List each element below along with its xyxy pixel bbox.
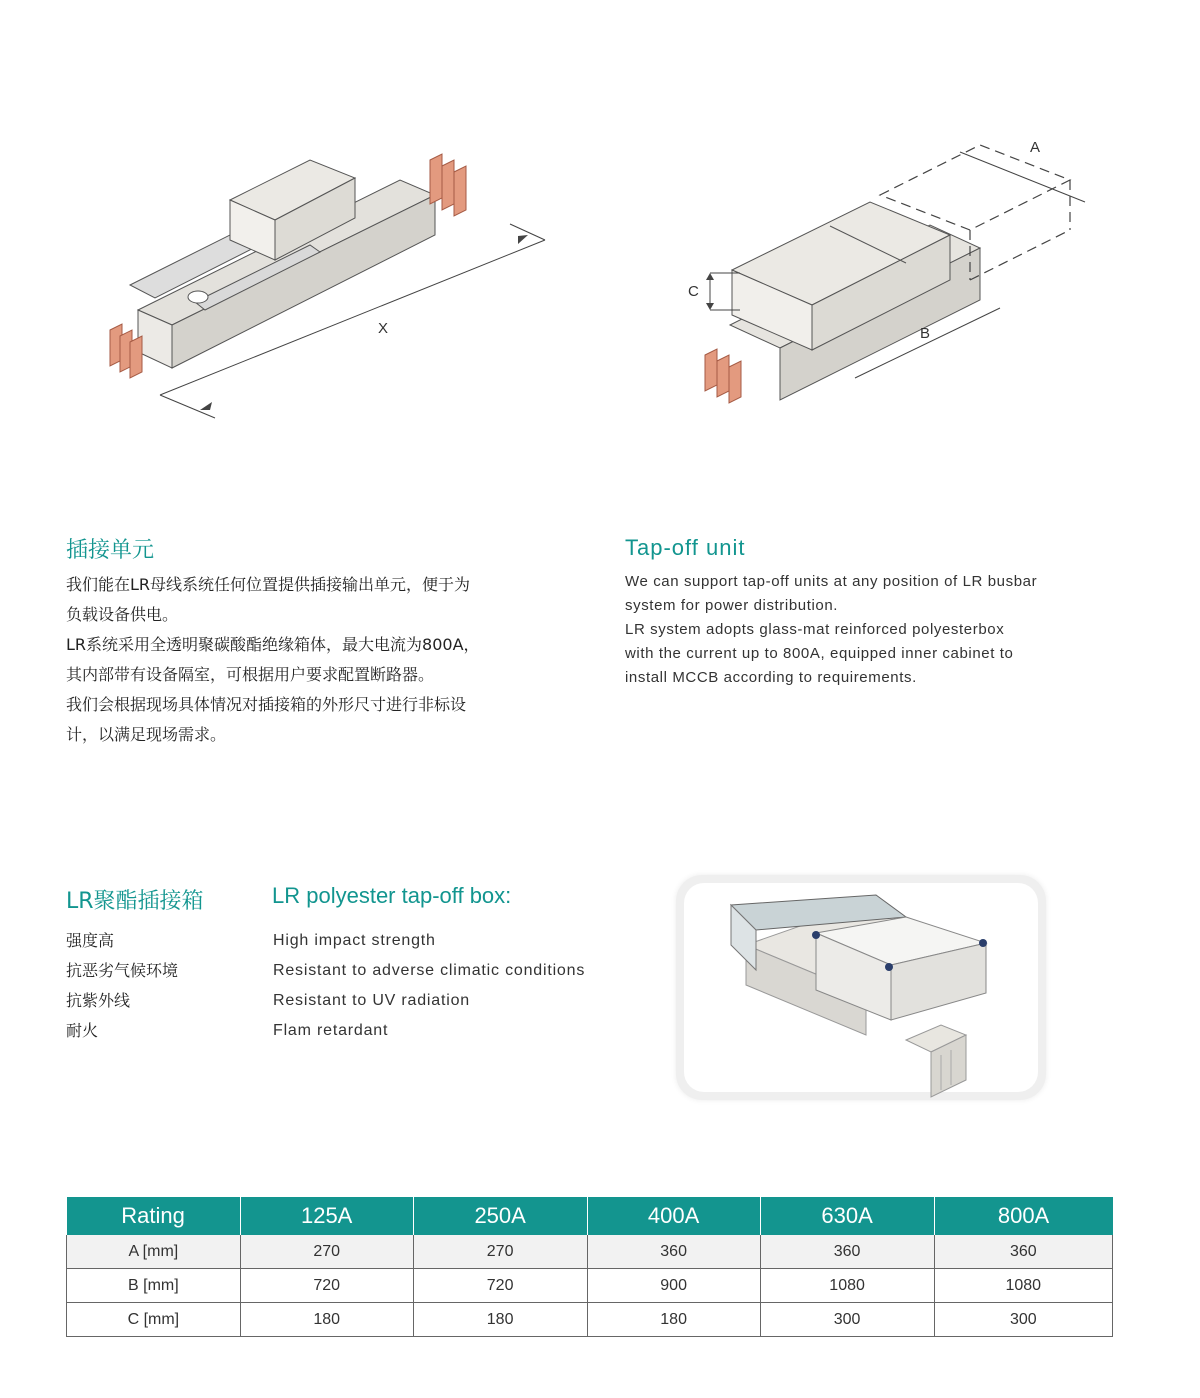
zh-paragraph: 其内部带有设备隔室，可根据用户要求配置断路器。 xyxy=(66,665,435,684)
table-cell: 270 xyxy=(413,1235,587,1269)
dimension-a-label: A xyxy=(1030,139,1041,156)
tapoff-dimension-diagram xyxy=(680,130,1100,420)
dimension-b-label: B xyxy=(920,325,931,342)
dimension-c-label: C xyxy=(688,283,699,300)
header-cell: 800A xyxy=(934,1197,1112,1235)
zh-paragraph: 我们能在LR母线系统任何位置提供插接输出单元，便于为 xyxy=(66,575,471,594)
zh-paragraph: 负载设备供电。 xyxy=(66,605,179,624)
header-cell: Rating xyxy=(67,1197,241,1235)
zh-paragraph: 我们会根据现场具体情况对插接箱的外形尺寸进行非标设 xyxy=(66,695,467,714)
en-paragraph: with the current up to 800A, equipped inner cabinet to xyxy=(625,645,1014,662)
rating-spec-table xyxy=(66,1197,1113,1337)
product-photo xyxy=(676,875,1046,1100)
table-cell: 360 xyxy=(934,1235,1112,1269)
feature-zh-item: 强度高 xyxy=(66,931,115,950)
feature-zh-item: 抗紫外线 xyxy=(66,991,131,1010)
feature-en-item: High impact strength xyxy=(273,932,436,949)
table-header-row xyxy=(67,1197,1113,1235)
table-cell: 300 xyxy=(934,1303,1112,1337)
table-cell: 180 xyxy=(413,1303,587,1337)
table-cell: 1080 xyxy=(760,1269,934,1303)
tapoff-zh-title: 插接单元 xyxy=(66,538,155,563)
header-cell: 630A xyxy=(760,1197,934,1235)
table-cell: 180 xyxy=(240,1303,413,1337)
feature-zh-item: 耐火 xyxy=(66,1021,99,1040)
tapoff-en-title: Tap-off unit xyxy=(625,535,746,560)
table-cell: C [mm] xyxy=(67,1303,241,1337)
header-cell: 125A xyxy=(240,1197,413,1235)
features-en-list xyxy=(273,926,585,1046)
tapoff-zh-body xyxy=(66,570,586,750)
table-cell: 720 xyxy=(413,1269,587,1303)
table-row xyxy=(67,1235,1113,1269)
zh-paragraph: LR系统采用全透明聚碳酸酯绝缘箱体，最大电流为800A， xyxy=(66,635,480,654)
zh-paragraph: 计，以满足现场需求。 xyxy=(66,725,227,744)
tapoff-en-body xyxy=(625,570,1145,690)
features-zh-list xyxy=(66,926,178,1046)
table-cell: 300 xyxy=(760,1303,934,1337)
feature-en-item: Flam retardant xyxy=(273,1022,389,1039)
table-cell: 270 xyxy=(240,1235,413,1269)
en-paragraph: system for power distribution. xyxy=(625,597,839,614)
table-cell: 900 xyxy=(587,1269,760,1303)
en-paragraph: install MCCB according to requirements. xyxy=(625,669,917,686)
polyester-zh-title: LR聚酯插接箱 xyxy=(66,889,204,914)
dimension-x-label: X xyxy=(378,320,389,337)
polyester-box-illustration xyxy=(676,875,1046,1100)
feature-en-item: Resistant to adverse climatic conditions xyxy=(273,962,586,979)
busbar-length-diagram xyxy=(100,140,570,440)
header-cell: 400A xyxy=(587,1197,760,1235)
table-cell: 360 xyxy=(760,1235,934,1269)
table-row xyxy=(67,1269,1113,1303)
header-cell: 250A xyxy=(413,1197,587,1235)
table-cell: A [mm] xyxy=(67,1235,241,1269)
feature-en-item: Resistant to UV radiation xyxy=(273,992,470,1009)
table-cell: 360 xyxy=(587,1235,760,1269)
en-paragraph: LR system adopts glass-mat reinforced polyesterbox xyxy=(625,621,1005,638)
en-paragraph: We can support tap-off units at any position of LR busbar xyxy=(625,573,1038,590)
table-cell: 180 xyxy=(587,1303,760,1337)
polyester-en-title: LR polyester tap-off box: xyxy=(272,883,512,908)
table-cell: 1080 xyxy=(934,1269,1112,1303)
feature-zh-item: 抗恶劣气候环境 xyxy=(66,961,179,980)
table-cell: B [mm] xyxy=(67,1269,241,1303)
table-cell: 720 xyxy=(240,1269,413,1303)
table-row xyxy=(67,1303,1113,1337)
